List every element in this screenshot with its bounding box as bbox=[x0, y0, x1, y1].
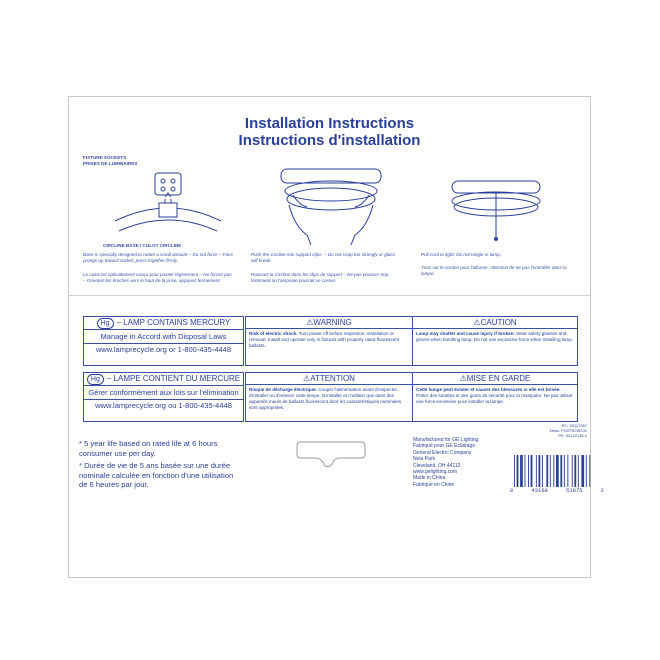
barcode-bar bbox=[517, 455, 519, 487]
barcode-bar bbox=[589, 455, 590, 487]
step-3-text-en: Pull cord to light. Do not tangle in lamp. bbox=[421, 252, 501, 257]
mercury-disposal-fr: Gérer conformément aux lois sur l'élimination bbox=[84, 385, 243, 399]
warning-box bbox=[245, 316, 413, 366]
barcode-group-2: 51075 bbox=[566, 487, 583, 494]
mise-en-garde-lead: Cette lampe peut éclater et causer des blessures si elle est brisée. bbox=[416, 387, 561, 392]
barcode-bar bbox=[581, 455, 584, 487]
push-into-clips-illustration bbox=[271, 165, 391, 247]
mfg-line: Nela Park bbox=[413, 456, 435, 463]
mercury-disposal-en: Manage in Accord with Disposal Laws bbox=[84, 329, 243, 343]
barcode-bar bbox=[553, 455, 554, 487]
barcode-bar bbox=[531, 455, 533, 487]
barcode-bar bbox=[536, 455, 537, 487]
barcode-bar bbox=[567, 455, 568, 487]
mercury-box-fr bbox=[83, 372, 244, 422]
barcode-digit-left: 0 bbox=[510, 487, 514, 494]
barcode-bar bbox=[520, 455, 523, 487]
mise-en-garde-box bbox=[412, 372, 578, 422]
title-english: Installation Instructions bbox=[244, 115, 415, 132]
code-line: PK: 00122118-1 bbox=[558, 433, 587, 438]
step-3 bbox=[421, 155, 571, 305]
caution-lead: Lamp may shatter and cause injury if broken. bbox=[416, 331, 515, 336]
mise-en-garde-body: Porter des lunettes et des gants de sécurité pour la manipuler. Ne pas utiliser une force excessive pour installer la lampe. bbox=[416, 393, 573, 404]
barcode-bar bbox=[542, 455, 543, 487]
mfg-line: www.gelighting.com bbox=[413, 469, 458, 476]
caution-body: Wear safety glasses and gloves when handling lamp. Do not use excessive force when installing lamp. bbox=[416, 331, 574, 342]
barcode-bar bbox=[572, 455, 573, 487]
barcode-bars bbox=[510, 455, 604, 487]
fixture-sockets-label-en: FIXTURE SOCKETS bbox=[83, 155, 127, 160]
barcode-bar bbox=[514, 455, 515, 487]
barcode-bar bbox=[560, 455, 562, 487]
barcode-digits bbox=[510, 487, 604, 494]
code-line: PC: 93117967 bbox=[561, 423, 587, 428]
circline-base-illustration bbox=[113, 169, 223, 239]
fold-line bbox=[69, 295, 590, 296]
mfg-line: General Electric Company bbox=[413, 449, 472, 456]
mfg-line: Made in China bbox=[413, 475, 446, 482]
code-line: Desc: FC8T9CW/CD bbox=[549, 428, 587, 433]
barcode-bar bbox=[564, 455, 565, 487]
barcode-bar bbox=[578, 455, 579, 487]
barcode-bar bbox=[539, 455, 541, 487]
step-2 bbox=[251, 155, 401, 305]
attention-heading: ⚠ATTENTION bbox=[246, 373, 412, 385]
barcode bbox=[510, 455, 604, 495]
mercury-title-en: Hg – LAMP CONTAINS MERCURY bbox=[84, 317, 243, 329]
caution-box bbox=[412, 316, 578, 366]
life-note-en: * 5 year life based on rated life at 6 hours consumer use per day. bbox=[79, 439, 218, 458]
mercury-box-en bbox=[83, 316, 244, 366]
mercury-recycle-en: www.lamprecycle.org or 1-800-435-4448 bbox=[84, 343, 243, 356]
attention-box bbox=[245, 372, 413, 422]
mercury-title-fr: Hg – LAMPE CONTIENT DU MERCURE bbox=[84, 373, 243, 385]
step-1 bbox=[83, 155, 233, 305]
life-note-fr: * Durée de vie de 5 ans basée sur une durée nominale calculée en fonction d'une utilisation de 6 heures par jour. bbox=[79, 461, 234, 489]
mfg-line: Fabriqué pour GE Éclairage bbox=[413, 443, 475, 450]
title-french: Instructions d'installation bbox=[238, 132, 421, 149]
mise-en-garde-heading: ⚠MISE EN GARDE bbox=[413, 373, 577, 385]
barcode-bar bbox=[528, 455, 529, 487]
warning-lead: Risk of electric shock. bbox=[249, 331, 298, 336]
warning-body: Turn power off before inspection, installation or removal. Install and operate only in fixtures with properly rated fluorescent ballasts. bbox=[249, 331, 400, 348]
barcode-bar bbox=[556, 455, 559, 487]
mfg-line: Manufactured for GE Lighting bbox=[413, 437, 479, 443]
instruction-card bbox=[68, 96, 591, 578]
step-3-text-fr: Tirez sur le cordon pour l'allumer. Attention de ne pas l'emmêler dans la lampe. bbox=[421, 265, 567, 276]
hg-symbol: Hg bbox=[97, 318, 114, 329]
hang-tab-cutout bbox=[295, 440, 367, 470]
pull-cord-illustration bbox=[446, 177, 546, 247]
attention-body: Couper l'alimentation avant d'inspecter, d'installer ou d'enlever cette lampe. N'installer et n'utiliser que dans des appareils munis de ballasts fluorescent dont les caractéristiques nominales sont appropriées. bbox=[249, 387, 402, 410]
barcode-digit-right: 2 bbox=[600, 487, 604, 494]
step-2-text-en: Push the Circline into support clips. – Do not snap too strongly or glass will break. bbox=[251, 252, 396, 263]
mercury-recycle-fr: www.lamprecycle.org ou 1-800-435-4448 bbox=[84, 399, 243, 412]
fixture-sockets-label-fr: PRISES DE LUMINAIRES bbox=[83, 161, 138, 166]
mfg-line: Fabriqué en Chine bbox=[413, 481, 455, 488]
barcode-bar bbox=[574, 455, 576, 487]
barcode-bar bbox=[525, 455, 526, 487]
hg-symbol: Hg bbox=[87, 374, 104, 385]
product-codes bbox=[509, 423, 587, 438]
caution-heading: ⚠CAUTION bbox=[413, 317, 577, 329]
attention-lead: Risque de décharge électrique. bbox=[249, 387, 317, 392]
barcode-bar bbox=[586, 455, 587, 487]
warning-heading: ⚠WARNING bbox=[246, 317, 412, 329]
step-2-text-fr: Poussez la Circline dans les clips de support – Ne pas pousser trop fortement ou l'ampoule pourrait se casser. bbox=[251, 272, 389, 283]
circline-base-caption: CIRCLINE BASE / CULOT CIRCLINE bbox=[103, 243, 182, 248]
mfg-line: Cleveland, OH 44112 bbox=[413, 462, 461, 469]
step-1-text-en: Base is specially designed to rotate a small amount – Do not force – Face prongs up toward socket, press together firmly. bbox=[83, 252, 233, 263]
barcode-bar bbox=[550, 455, 551, 487]
step-1-text-fr: Le culot est spécialement conçu pour pivoter légèrement – Ne forcez pas – Orientez les broches vers le haut de la prise, appuyez fermement. bbox=[83, 272, 232, 283]
barcode-group-1: 43168 bbox=[531, 487, 548, 494]
manufacturer-block bbox=[413, 437, 478, 488]
barcode-bar bbox=[546, 455, 548, 487]
